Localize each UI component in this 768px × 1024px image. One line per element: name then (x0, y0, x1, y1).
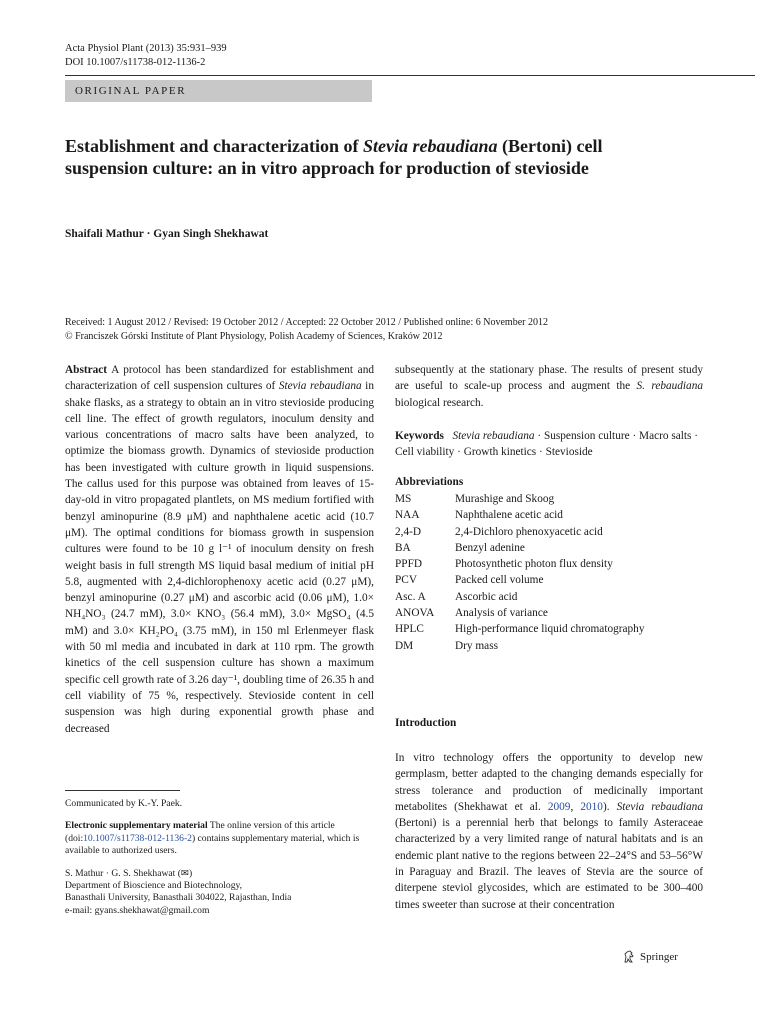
abbreviation-term: ANOVA (395, 607, 435, 620)
footnote-rule (65, 790, 180, 791)
abbreviation-term: MS (395, 493, 412, 505)
journal-citation: Acta Physiol Plant (2013) 35:931–939 (65, 43, 227, 54)
author-list: Shaifali Mathur · Gyan Singh Shekhawat (65, 228, 269, 240)
publisher-logo (622, 950, 678, 964)
abbreviations-title: Abbreviations (395, 476, 464, 488)
abbreviation-row (395, 507, 644, 523)
introduction-text: In vitro technology offers the opportunity to develop new germplasm, better adapted to the changing demands especially for stress tolerance and production of medicinally important metabolites (Shekhawat et al. 2009, 2010). Stevia rebaudiana (Bertoni) is a perennial herb that belongs to family Asteraceae characterized by a very limited range of natural habitats and is an endemic plant native to the regions between 22–24°S and 53–56°W in Paraguay and Brazil. The leaves of Stevia are the source of diterpene steviol glycosides, which are estimated to be 300–400 times sweeter than sucrose at their concentration (395, 752, 703, 911)
article-history (65, 316, 755, 344)
keywords: Keywords Stevia rebaudiana · Suspension culture · Macro salts · Cell viability · Growth kinetics · Stevioside (395, 430, 699, 459)
history-dates: Received: 1 August 2012 / Revised: 19 October 2012 / Accepted: 22 October 2012 / Published online: 6 November 2012 (65, 317, 548, 328)
copyright-line: © Franciszek Górski Institute of Plant Physiology, Polish Academy of Sciences, Kraków 2012 (65, 331, 443, 342)
springer-horse-icon (622, 950, 636, 964)
abstract-label: Abstract (65, 364, 108, 376)
abbreviation-definition: Analysis of variance (455, 607, 548, 620)
abbreviation-row (395, 491, 644, 507)
abbreviation-definition: Murashige and Skoog (455, 493, 555, 505)
header-rule (65, 75, 755, 76)
affiliation: S. Mathur · G. S. Shekhawat (✉) Department of Bioscience and Biotechnology, Banasthali University, Banasthali 304022, Rajasthan, India e-mail: gyans.shekhawat@gmail.com (65, 867, 292, 916)
abstract: Abstract A protocol has been standardized for establishment and characterization of cell suspension cultures of Stevia rebaudiana in shake flasks, as a strategy to obtain an in vitro stevioside producing cell line. The effect of growth regulators, inoculum density and various concentrations of macro salts have been analyzed, to optimize the biomass growth. Dynamics of stevioside production has been investigated with culture growth in liquid suspensions. The callus used for this purpose was obtained from leaves of 15-day-old in vitro propagated plantlets, on MS medium fortified with benzyl aminopurine (8.9 μM) and naphthalene acetic acid (10.7 μM). The optimal conditions for biomass growth in suspension cultures were found to be 10 g l⁻¹ of inoculum density on fresh weight basis in full strength MS liquid basal medium of initial pH 5.8, augmented with 2,4-dichlorophenoxy acetic acid (0.27 μM), benzyl aminopurine (0.27 μM) and ascorbic acid (0.06 μM), 1.0× NH₄NO₃ (24.7 mM), 3.0× KNO₃ (56.4 mM), 3.0× MgSO₄ (4.5 mM) and 3.0× KH₂PO₄ (3.75 mM), in 150 ml Erlenmeyer flask with 50 ml media and incubated in dark at 110 rpm. The growth kinetics of the cell suspension culture has shown a maximum specific cell growth rate of 3.26 day⁻¹, doubling time of 26.35 h and cell viability of 75 %, respectively. Stevioside content in cell suspension was high during exponential growth phase and decreased (65, 364, 374, 735)
abbreviation-row (395, 556, 644, 572)
abbreviation-row (395, 605, 644, 621)
abbreviation-definition: Dry mass (455, 639, 498, 652)
abbreviation-row (395, 589, 644, 605)
introduction-heading: Introduction (395, 717, 457, 729)
abbreviation-term: 2,4-D (395, 525, 422, 538)
article-title: Establishment and characterization of Stevia rebaudiana (Bertoni) cell suspension culture: an in vitro approach for production of stevioside (65, 136, 603, 178)
journal-header (65, 42, 227, 70)
abbreviation-term: Asc. A (395, 590, 426, 603)
footnotes (65, 798, 375, 927)
abbreviation-term: BA (395, 541, 411, 554)
abstract-continued: subsequently at the stationary phase. The results of present study are useful to scale-up process and augment the S. rebaudiana biological research. (395, 364, 704, 409)
abbreviation-definition: Naphthalene acetic acid (455, 509, 563, 522)
esm-note: Electronic supplementary material The online version of this article (doi:10.1007/s11738-012-1136-2) contains supplementary material, which is available to authorized users. (65, 820, 360, 857)
abbreviations-table (395, 491, 644, 654)
journal-doi: DOI 10.1007/s11738-012-1136-2 (65, 57, 206, 68)
abbreviation-row (395, 621, 644, 637)
abbreviation-row (395, 540, 644, 556)
author-email[interactable]: e-mail: gyans.shekhawat@gmail.com (65, 904, 210, 916)
abbreviation-row (395, 638, 644, 654)
abbreviation-term: PCV (395, 574, 417, 587)
abbreviation-row (395, 572, 644, 588)
abbreviation-definition: Benzyl adenine (455, 541, 525, 554)
abbreviation-definition: Photosynthetic photon flux density (455, 558, 613, 571)
abbreviation-definition: 2,4-Dichloro phenoxyacetic acid (455, 525, 603, 538)
article-type-banner: ORIGINAL PAPER (65, 80, 372, 102)
keywords-label: Keywords (395, 430, 444, 442)
reference-link-2010[interactable]: 2010 (580, 800, 603, 813)
abbreviation-term: NAA (395, 509, 420, 522)
abbreviation-term: HPLC (395, 623, 424, 636)
publisher-name: Springer (640, 951, 678, 963)
reference-link-2009[interactable]: 2009 (547, 800, 571, 813)
abbreviation-definition: Packed cell volume (455, 574, 544, 587)
abbreviation-term: PPFD (395, 558, 423, 571)
abbreviation-definition: High-performance liquid chromatography (455, 623, 645, 636)
communicated-by: Communicated by K.-Y. Paek. (65, 798, 183, 809)
abbreviation-term: DM (395, 639, 414, 652)
abbreviation-row (395, 524, 644, 540)
abbreviation-definition: Ascorbic acid (455, 590, 518, 603)
esm-doi-link[interactable]: 10.1007/s11738-012-1136-2 (83, 832, 192, 844)
